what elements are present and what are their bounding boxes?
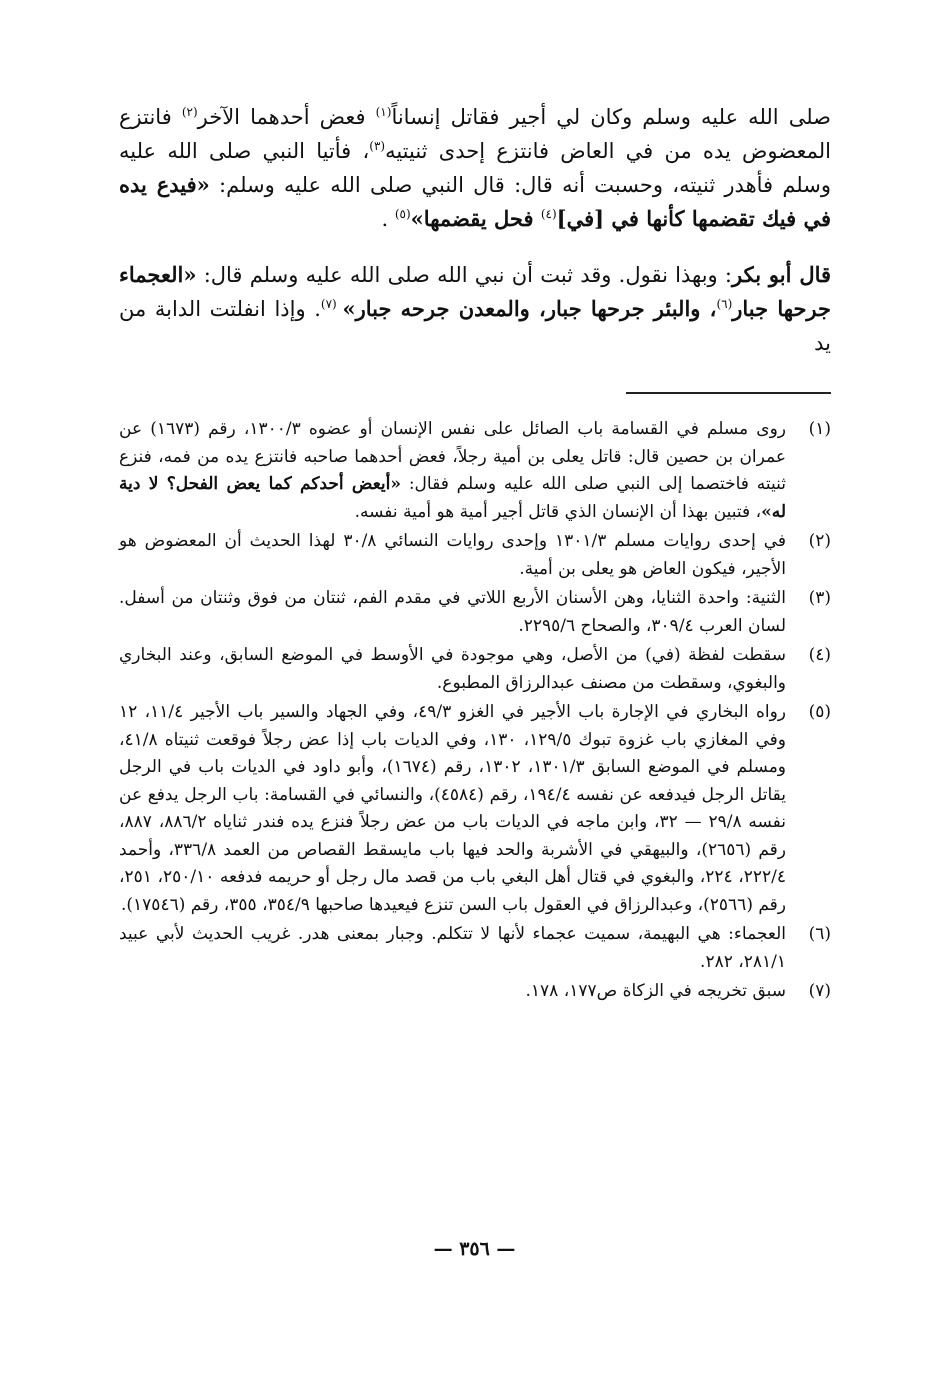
footnote-number: (١)	[808, 419, 831, 439]
footnote-number: (٣)	[808, 588, 831, 608]
hadith-quote: «أيعض أحدكم كما يعض الفحل؟ لا دية له»	[119, 474, 786, 522]
text-run: . وإذا انفلتت الدابة من يد	[119, 297, 831, 355]
footnotes	[119, 416, 831, 1008]
footnote-text: سبق تخريجه في الزكاة ص١٧٧، ١٧٨.	[525, 981, 786, 1001]
footnote-text	[119, 416, 786, 526]
footnote-3	[119, 585, 831, 640]
footnote-5	[119, 699, 831, 919]
footnote-text: في إحدى روايات مسلم ١٣٠١/٣ وإحدى روايات النسائي ٣٠/٨ لهذا الحديث أن المعضوض هو الأجير، فيكون العاض هو يعلى بن أمية.	[119, 531, 786, 579]
text-run: فانتزع المعضوض يده من في العاض فانتزع إحدى ثنيتيه	[119, 105, 832, 163]
footnote-ref-6: (٦)	[716, 297, 733, 311]
main-text	[119, 100, 831, 360]
footnote-ref-1: (١)	[375, 105, 392, 119]
footnote-number: (٦)	[808, 924, 831, 944]
text-run: ، فأتيا النبي صلى الله عليه وسلم فأهدر ثنيته، وحسبت أنه قال: قال النبي صلى الله عليه وسلم:	[119, 139, 831, 197]
footnote-text: رواه البخاري في الإجارة باب الأجير في الغزو ٤٩/٣، وفي الجهاد والسير باب الأجير ١١/٤، ١٢ وفي المغازي باب غزوة تبوك ١٢٩/٥، ١٣٠، وفي الديات باب إذا عض رجلاً فوقعت ثنيتاه ٤١/٨، ومسلم في الموضع السابق ١٣٠١/٣، ١٣٠٢، رقم (١٦٧٤)، وأبو داود في الديات باب في الرجل يقاتل الرجل فيدفعه عن نفسه ١٩٤/٤، رقم (٤٥٨٤)، والنسائي في القسامة: باب الرجل يدفع عن نفسه ٢٩/٨ — ٣٢، وابن ماجه في الديات باب من عض رجلاً فنزع يده فندر ثناياه ٨٨٦/٢، ٨٨٧، رقم (٢٦٥٦)، والبيهقي في الأشربة والحد فيها باب مايسقط القصاص من العمد ٣٣٦/٨، وأحمد ٢٢٢/٤، ٢٢٤، والبغوي في قتال أهل البغي باب من قصد مال رجل أو حريمه فدفعه ٢٥٠/١٠، ٢٥١، رقم (٢٥٦٦)، وعبدالرزاق في العقول باب السن تنزع فيعيدها صاحبها ٣٥٤/٩، ٣٥٥، رقم (١٧٥٤٦).	[119, 702, 787, 915]
text-run: ، فتبين بهذا أن الإنسان الذي قاتل أجير أمية هو أمية نفسه.	[354, 501, 762, 522]
text-run: روى مسلم في القسامة باب الصائل على نفس الإنسان أو عضوه ١٣٠٠/٣، رقم (١٦٧٣) عن عمران بن حصين قال: قاتل يعلى بن أمية رجلاً، فعض أحدهما صاحبه فانتزع يده من فمه، فنزع ثنيته فاختصما إلى النبي صلى الله عليه وسلم فقال:	[119, 419, 786, 494]
hadith-quote: ، والبئر جرحها جبار، والمعدن جرحه جبار»	[342, 296, 717, 321]
footnote-7	[119, 978, 831, 1006]
footnote-6	[119, 921, 831, 976]
paragraph-abu-bakr	[119, 258, 831, 360]
footnote-ref-3: (٣)	[369, 139, 386, 153]
footnote-2	[119, 528, 831, 583]
footnote-text: العجماء: هي البهيمة، سميت عجماء لأنها لا تتكلم. وجبار بمعنى هدر. غريب الحديث لأبي عبيد ٢٨١/١، ٢٨٢.	[119, 924, 786, 972]
footnote-1	[119, 416, 831, 526]
paragraph-hadith	[119, 100, 831, 236]
footnote-text: سقطت لفظة (في) من الأصل، وهي موجودة في الأوسط في الموضع السابق، وعند البخاري والبغوي، وسقطت من مصنف عبدالرزاق المطبوع.	[119, 645, 786, 693]
text-run: صلى الله عليه وسلم وكان لي أجير فقاتل إنساناً	[391, 105, 831, 129]
speaker-label: قال أبو بكر	[732, 262, 832, 287]
page-number: — ٣٥٦ —	[433, 1238, 516, 1260]
text-run: : وبهذا نقول. وقد ثبت أن نبي الله صلى الله عليه وسلم قال:	[196, 263, 733, 287]
footnote-number: (٢)	[808, 531, 831, 551]
footnote-ref-4: (٤)	[540, 207, 557, 221]
footnote-ref-5: (٥)	[394, 207, 411, 221]
footnote-text: الثنية: واحدة الثنايا، وهن الأسنان الأربع اللاتي في مقدم الفم، ثنتان من فوق وثنتان من أسفل. لسان العرب ٣٠٩/٤، والصحاح ٢٢٩٥/٦.	[119, 588, 786, 636]
footnote-number: (٧)	[808, 981, 831, 1001]
footnote-number: (٤)	[808, 645, 831, 665]
hadith-quote: «فيدع يده في فيك تقضمها كأنها في [في]	[119, 172, 831, 231]
text-run: فعض أحدهما الآخر	[197, 105, 376, 129]
footnote-number: (٥)	[808, 702, 831, 722]
hadith-quote: فحل يقضمها»	[410, 206, 541, 231]
footnote-ref-7: (٧)	[320, 297, 343, 311]
footnote-divider	[626, 392, 831, 394]
text-run: .	[381, 207, 395, 231]
hadith-quote: «العجماء جرحها جبار	[119, 262, 831, 321]
footnote-4	[119, 642, 831, 697]
footnote-ref-2: (٢)	[181, 105, 198, 119]
